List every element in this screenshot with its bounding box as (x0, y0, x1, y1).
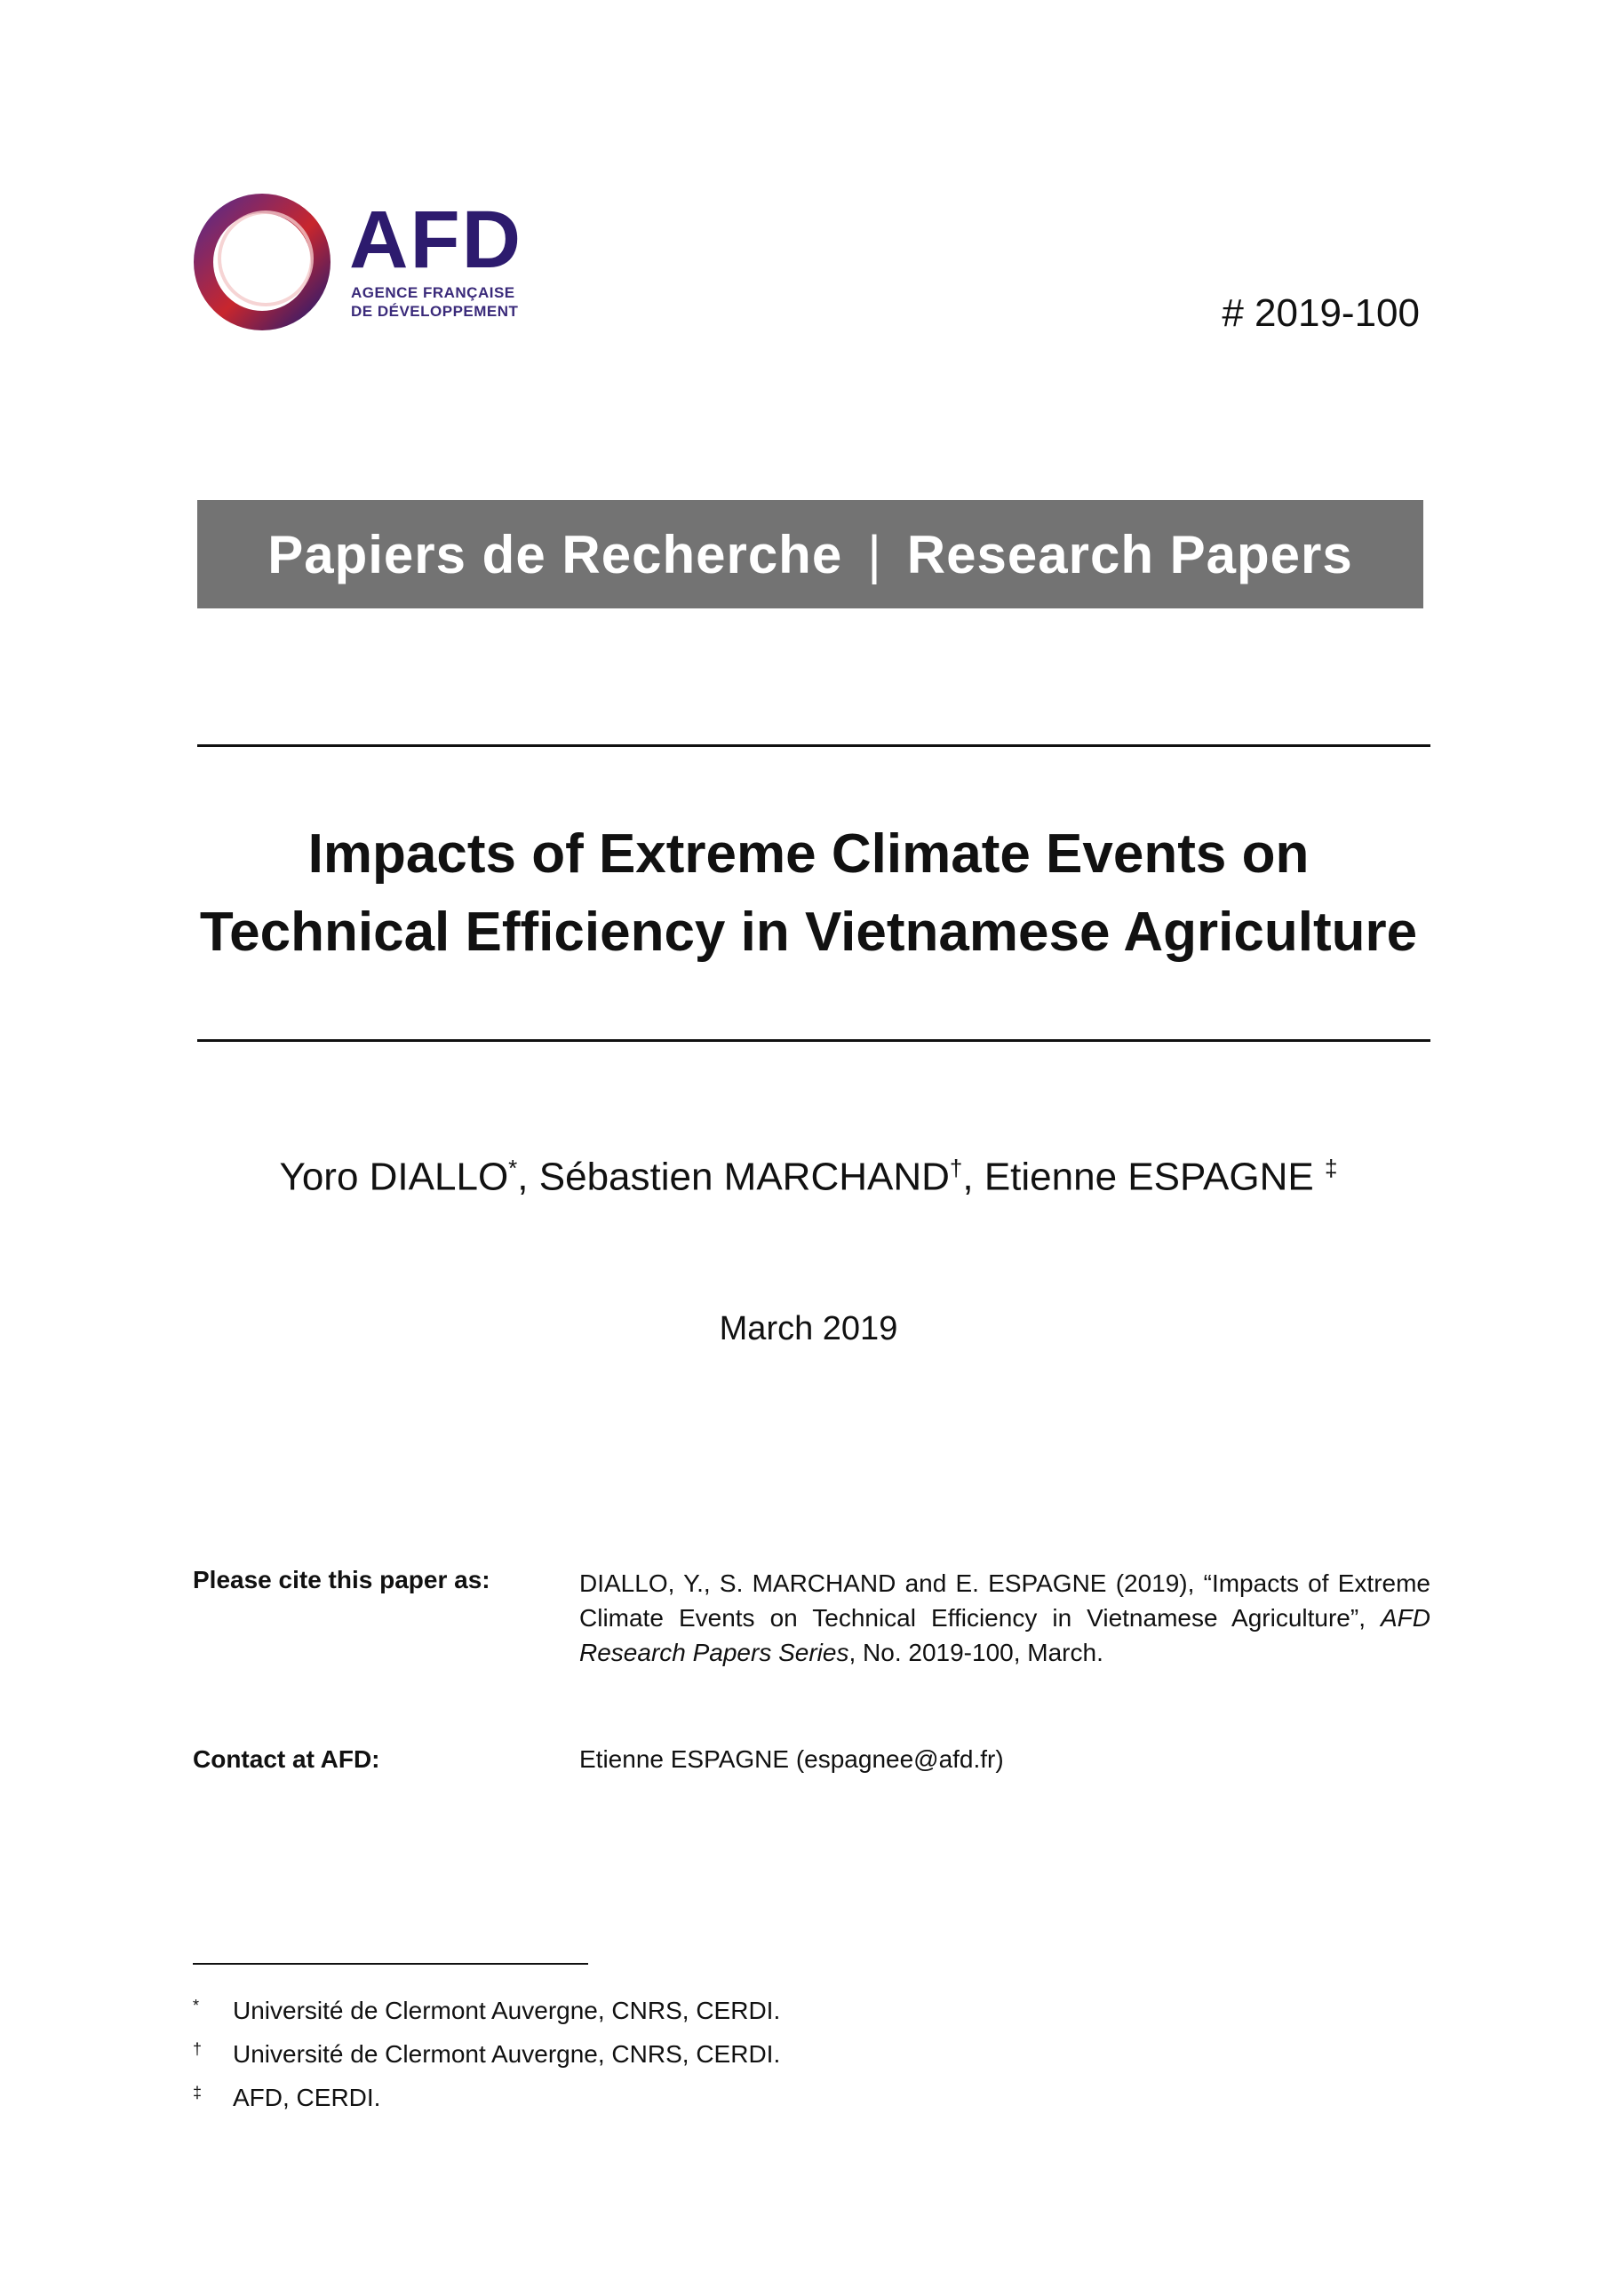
citation-label: Please cite this paper as: (193, 1566, 490, 1593)
banner-separator: | (867, 524, 882, 584)
citation-text (579, 1566, 1430, 1670)
footnote (193, 2040, 780, 2069)
document-number: # 2019-100 (1222, 291, 1420, 335)
title-bottom-rule (197, 1039, 1430, 1042)
author-name: Sébastien MARCHAND (538, 1155, 950, 1199)
author-name: Yoro DIALLO (279, 1155, 509, 1199)
series-banner (197, 500, 1423, 608)
author-footnote-mark: † (949, 1155, 963, 1181)
logo-wordmark: AFD (349, 195, 523, 285)
footnote-mark: † (193, 2040, 203, 2058)
banner-french-label: Papiers de Recherche (267, 524, 843, 584)
afd-logo (191, 191, 529, 333)
citation-part-2: , No. 2019-100, March. (848, 1639, 1103, 1666)
contact-value: Etienne ESPAGNE (espagnee@afd.fr) (579, 1745, 1004, 1773)
author-name: Etienne ESPAGNE (984, 1155, 1325, 1199)
banner-english-label: Research Papers (906, 524, 1353, 584)
paper-title (160, 815, 1457, 972)
logo-subtitle-line2: DE DÉVELOPPEMENT (351, 303, 519, 320)
citation-part-1: DIALLO, Y., S. MARCHAND and E. ESPAGNE (2019), “Impacts of Extreme Climate Events on Technical Efficiency in Vietnamese Agriculture”, (579, 1569, 1430, 1632)
contact-label: Contact at AFD: (193, 1745, 380, 1773)
author-footnote-mark: ‡ (1324, 1155, 1338, 1181)
title-line-1: Impacts of Extreme Climate Events on (307, 823, 1310, 885)
footnote-text: AFD, CERDI. (233, 2084, 381, 2111)
footnote-separator (193, 1963, 588, 1965)
footnote-mark: ‡ (193, 2084, 203, 2101)
footnote-text: Université de Clermont Auvergne, CNRS, CERDI. (233, 1997, 781, 2024)
footnote-text: Université de Clermont Auvergne, CNRS, CERDI. (233, 2040, 781, 2068)
footnote (193, 2084, 380, 2112)
citation-series-name: AFD Research Papers Series (579, 1604, 1430, 1666)
footnote-mark: * (193, 1997, 200, 2014)
afd-ring-icon (191, 191, 333, 333)
logo-subtitle-line1: AGENCE FRANÇAISE (351, 284, 515, 301)
title-line-2: Technical Efficiency in Vietnamese Agriculture (199, 902, 1418, 963)
author-list: Yoro DIALLO*, Sébastien MARCHAND†, Etienne ESPAGNE ‡ (279, 1155, 1338, 1199)
footnote (193, 1997, 780, 2025)
author-footnote-mark: * (508, 1155, 518, 1181)
publication-date: March 2019 (719, 1310, 898, 1347)
title-top-rule (197, 744, 1430, 747)
